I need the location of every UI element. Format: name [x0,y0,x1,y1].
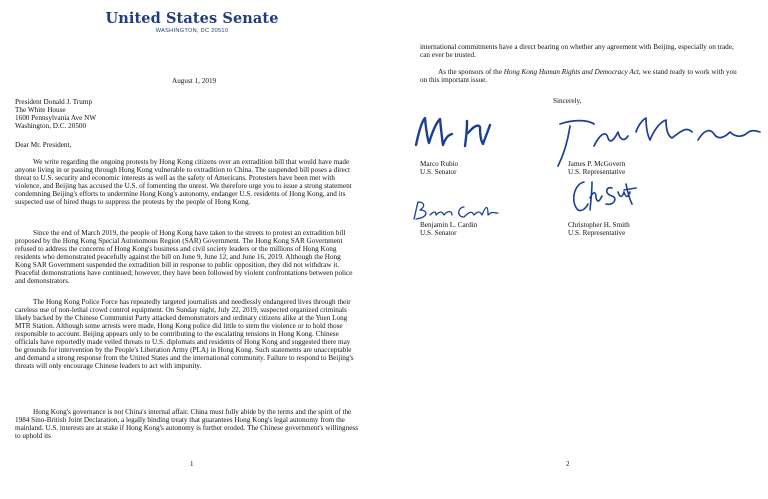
body-paragraph: The Hong Kong Police Force has repeatedly targeted journalists and needlessly endangered lives through their careless use of non-lethal crowd control equipment. On Sunday night, July 22, 2019, suspected organized criminals likely backed by the Chinese Communist Party attacked demonstrators and ordinary citizens alike at the Yuen Long MTR Station. Although some arrests were made, Hong Kong police did little to stem the violence or to hold those responsible to account. Beijing appears only to be contributing to the escalating tensions in Hong Kong. Chinese officials have reportedly made veiled threats to U.S. diplomats and residents of Hong Kong and suggested there may be grounds for intervention by the People's Liberation Army (PLA) in Hong Kong. Such statements are unacceptable and demand a strong response from the United States and the international community. Failure to respond to Beijing's threats will only encourage Chinese leaders to act with impunity. [15,298,354,371]
letter-date: August 1, 2019 [172,77,217,85]
continuation-text: international commitments have a direct bearing on whether any agreement with Beijing, especially on trade, can ever be trusted. [420,43,734,60]
body-paragraph: Hong Kong's governance is not China's internal affair. China must fully abide by the terms and the spirit of the 1984 Sino-British Joint Declaration, a legally binding treaty that guarantees Hong Kong's legal autonomy from the mainland. U.S. interests are at stake if Hong Kong's autonomy is further eroded. The Chinese government's willingness to uphold its [15,408,358,441]
recipient-line: 1600 Pennsylvania Ave NW [15,114,97,123]
signatory-title: U.S. Representative [568,168,626,177]
signature-smith [568,176,638,214]
valediction: Sincerely, [553,97,582,105]
signatory-name: Benjamin L. Cardin [420,221,478,229]
signature-cardin [408,199,500,223]
signatory-title: U.S. Representative [568,229,626,238]
letter-page-2 [384,0,768,499]
signatory-name: Marco Rubio [420,160,459,168]
recipient-line: The White House [15,106,66,115]
signatory-block [568,160,625,176]
body-paragraph: We write regarding the ongoing protests by Hong Kong citizens over an extradition bill that would have made anyone living in or passing through Hong Kong vulnerable to extradition to China. The suspended bill poses a direct threat to U.S. security and economic interests as well as the safety of Americans. Protesters have been met with violence, and Beijing has accused the U.S. of fomenting the unrest. We therefore urge you to issue a strong statement condemning Beijing's efforts to undermine Hong Kong's autonomy, endanger U.S. residents of Hong Kong, and its suspected use of hired thugs to suppress the protests by the people of Hong Kong. [15,158,352,207]
salutation: Dear Mr. President, [15,141,72,149]
body-paragraph: Since the end of March 2019, the people of Hong Kong have taken to the streets to protest an extradition bill proposed by the Hong Kong Special Autonomous Region (SAR) Government. The Hong Kong SAR Government refused to address the concerns of Hong Kong's business and civil society leaders or the millions of Hong Kong residents who demonstrated peacefully against the bill on June 9, June 12, and June 16, 2019. Although the Hong Kong SAR Government suspended the extradition bill in response to public opposition, they did not withdraw it. Peaceful demonstrations have continued; however, they have been followed by violent confrontations between police and demonstrators. [15,229,353,286]
signatory-title: U.S. Senator [420,168,457,177]
act-title: Hong Kong Human Rights and Democracy Act [503,68,639,76]
closing-text: , we stand ready to work with you on this important issue. [420,68,737,85]
recipient-line: President Donald J. Trump [15,98,93,106]
signatory-name: Christopher H. Smith [568,221,630,229]
closing-paragraph [420,68,738,84]
signatory-block [420,221,477,237]
page-number: 2 [566,460,570,468]
senate-letterhead [0,10,384,34]
signatory-title: U.S. Senator [420,229,457,238]
signature-rubio [412,113,512,153]
page-number: 1 [190,460,194,468]
signatory-block [420,160,458,176]
letterhead-title: United States Senate [105,10,279,27]
letterhead-location: WASHINGTON, DC 20510 [155,28,229,34]
closing-text: As the sponsors of the [438,68,504,76]
signatory-block [568,221,630,237]
signatory-name: James P. McGovern [568,160,626,168]
recipient-line: Washington, D.C. 20500 [15,122,87,131]
recipient-address [15,98,96,130]
